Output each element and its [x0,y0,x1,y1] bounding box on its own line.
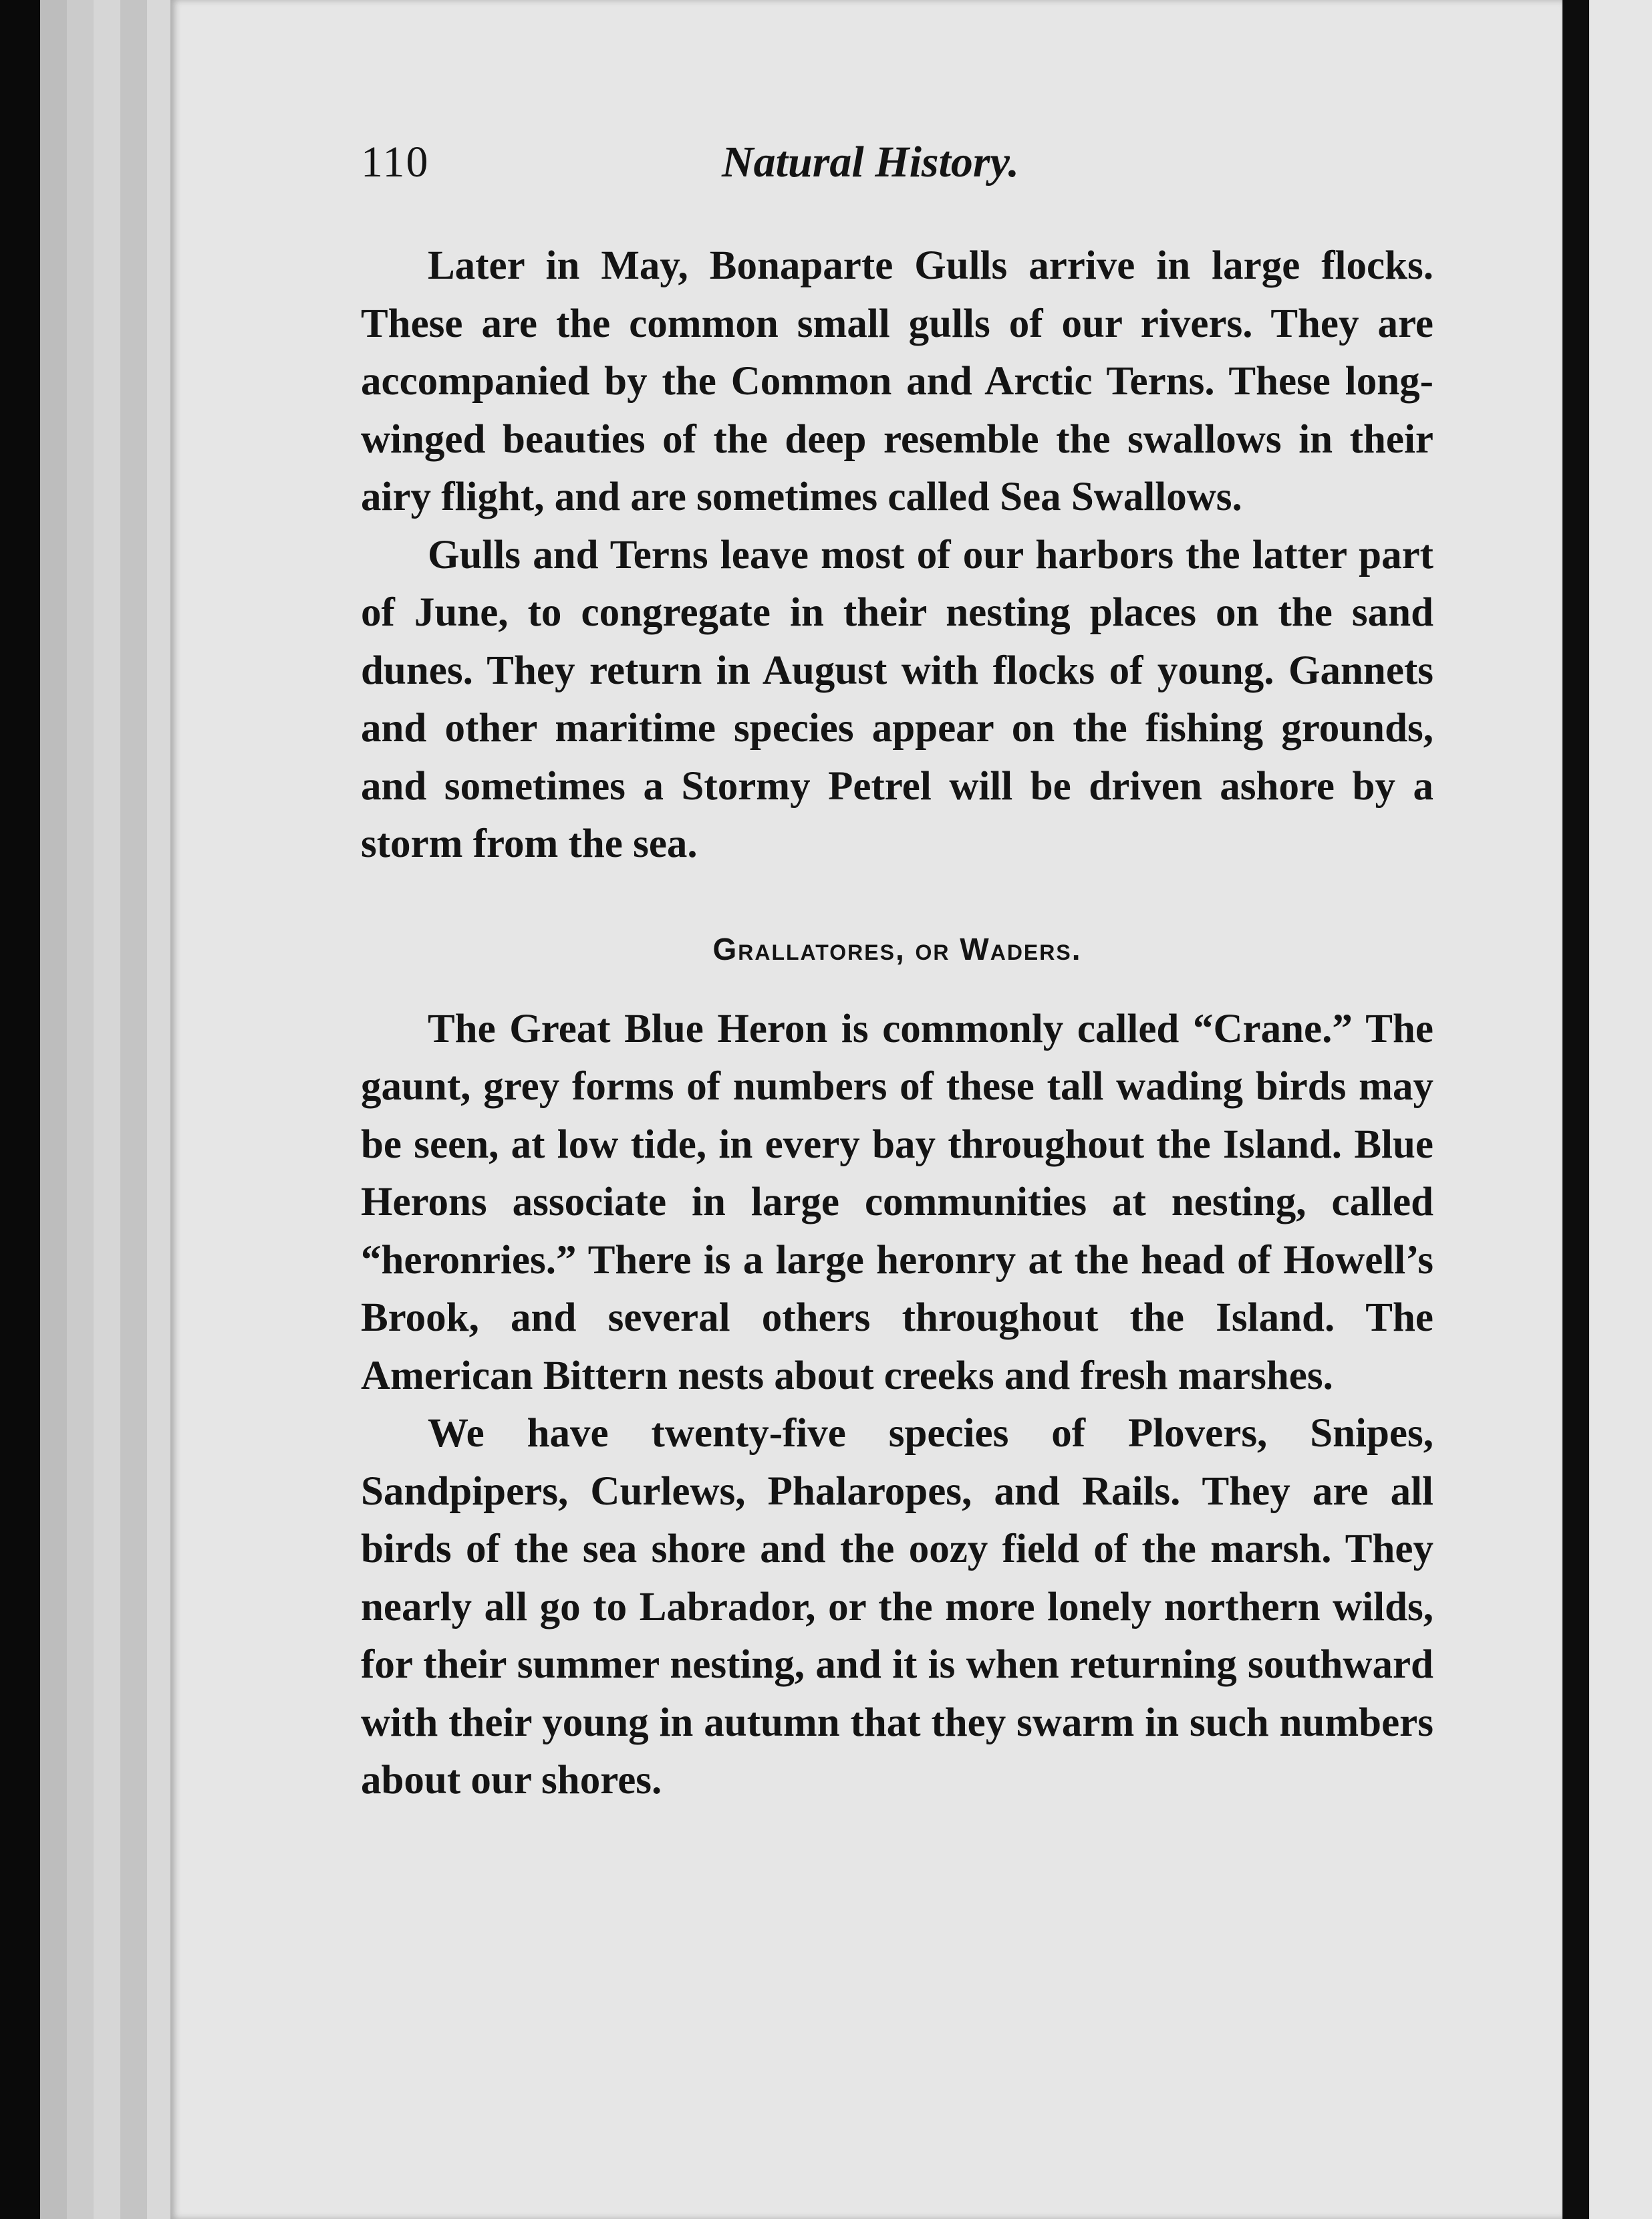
page-stack-edge [40,0,67,2219]
paragraph: Gulls and Terns leave most of our harbors the latter part of June, to congregate in their nesting places on the sand dunes. They return in August with flocks of young. Gannets and other maritime species appear on the fishing grounds, and sometimes a Stormy Petrel will be driven ashore by a storm from the sea. [361,532,1433,866]
book-edge-left [0,0,40,2219]
page-number: 110 [361,138,430,186]
book-gutter [1562,0,1589,2219]
body-text [361,237,1433,1810]
section-heading: Grallatores, or Waders. [712,931,1082,966]
running-head [361,137,1430,204]
running-title: Natural History. [722,138,1019,186]
page-stack-edge [94,0,120,2219]
page-stack-edge [147,0,170,2219]
paragraph: We have twenty-five species of Plovers, Snipes, Sandpipers, Curlews, Phalaropes, and Rails. They are all birds of the sea shore and the oozy field of the marsh. They nearly all go to Labrador, or the more lonely northern wilds, for their summer nesting, and it is when returning southward with their young in autumn that they swarm in such numbers about our shores. [361,1411,1433,1803]
paragraph: Later in May, Bonaparte Gulls arrive in large flocks. These are the common small gulls of our rivers. They are accompanied by the Common and Arctic Terns. These long-winged beauties of the deep resemble the swallows in their airy flight, and are sometimes called Sea Swallows. [361,243,1433,519]
facing-page-edge [1589,0,1652,2219]
page-stack-edge [120,0,147,2219]
paragraph: The Great Blue Heron is commonly called “Crane.” The gaunt, grey forms of numbers of these tall wading birds may be seen, at low tide, in every bay throughout the Island. Blue Herons associate in large communities at nesting, called “heronries.” There is a large heronry at the head of Howell’s Brook, and several others throughout the Island. The American Bittern nests about creeks and fresh marshes. [361,1006,1433,1398]
page-stack-edge [67,0,94,2219]
